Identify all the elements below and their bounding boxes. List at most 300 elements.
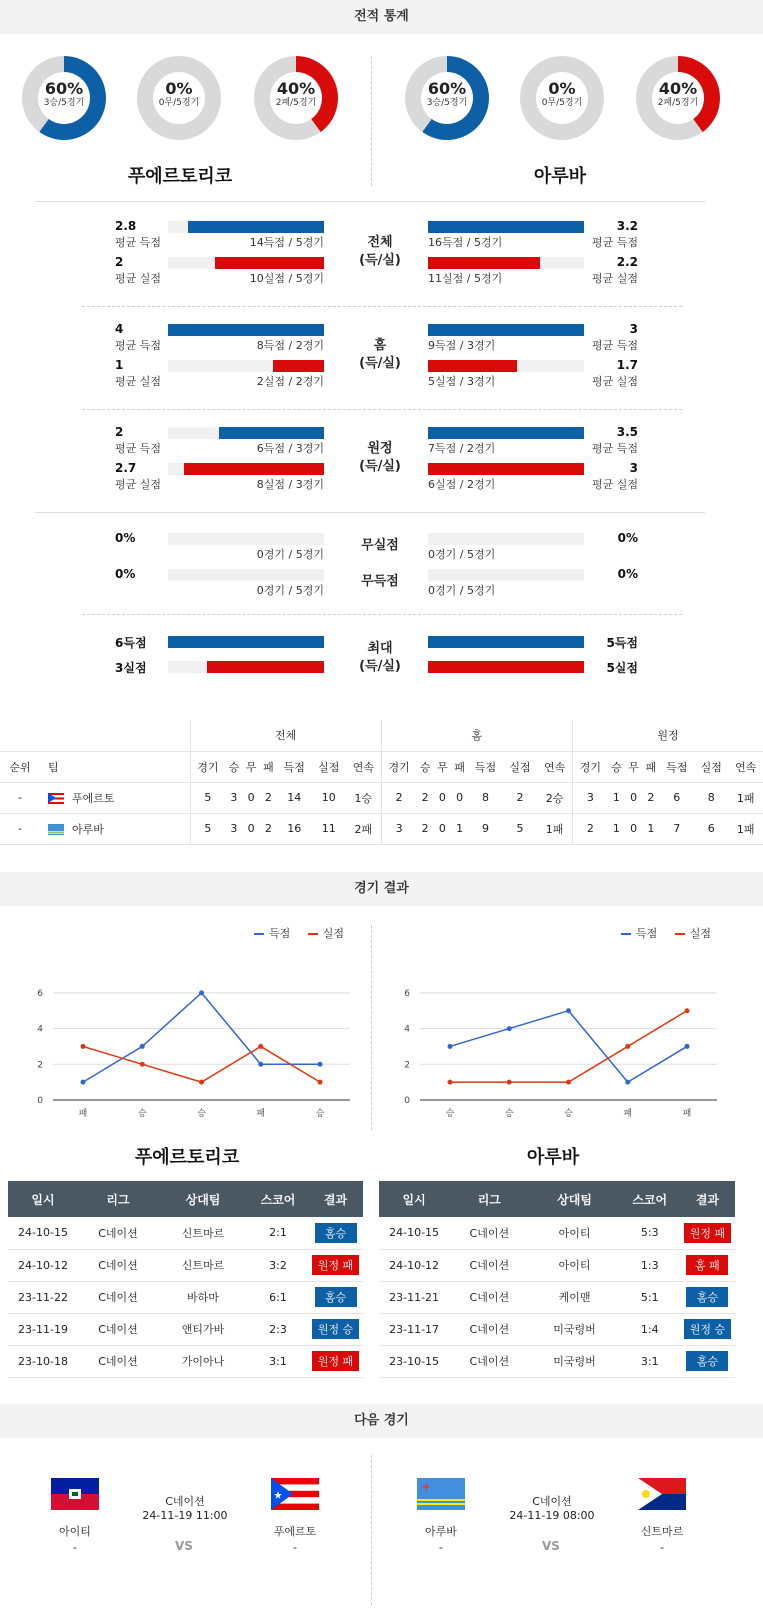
results-table-right xyxy=(379,1181,735,1378)
standings-cell: 14 xyxy=(277,782,311,813)
standings-col-header: 경기 xyxy=(573,751,608,782)
results-league: C네이션 xyxy=(78,1249,158,1281)
donut-center xyxy=(421,72,473,124)
results-col-header: 상대팀 xyxy=(529,1181,619,1217)
chart-point xyxy=(318,1062,323,1067)
standings-cell: 5 xyxy=(190,813,225,844)
right-label: 평균 득점 xyxy=(592,442,639,455)
standings-col-header: 실점 xyxy=(503,751,537,782)
results-league: C네이션 xyxy=(449,1345,529,1377)
standings-col-header: 팀 xyxy=(40,751,190,782)
group-label xyxy=(350,640,410,676)
left-stat: 0경기 / 5경기 xyxy=(256,548,324,561)
chart-y-tick: 6 xyxy=(404,988,410,999)
standings-col-header: 무 xyxy=(243,751,260,782)
legend-scored: 득점 xyxy=(254,927,290,940)
chart-x-tick: 패 xyxy=(78,1109,88,1119)
results-opp: 가이아나 xyxy=(158,1345,248,1377)
left-bar-fill xyxy=(168,324,324,336)
results-outcome xyxy=(680,1313,735,1345)
left-bar-fill xyxy=(168,636,324,648)
team-name-left: 푸에르토리코 xyxy=(127,166,233,187)
results-col-header: 결과 xyxy=(308,1181,363,1217)
puerto-rico-flag-icon xyxy=(48,793,64,804)
standings-cell: 9 xyxy=(468,813,502,844)
next-datetime: 24-11-19 08:00 xyxy=(509,1509,595,1522)
results-league: C네이션 xyxy=(449,1313,529,1345)
results-col-header: 일시 xyxy=(8,1181,78,1217)
donut-center xyxy=(652,72,704,124)
donut-percent: 40% xyxy=(276,79,316,98)
next-home-score: - xyxy=(439,1541,443,1554)
right-bar-fill xyxy=(428,360,517,372)
donut-subtext: 3승/5경기 xyxy=(43,98,85,108)
results-league: C네이션 xyxy=(449,1281,529,1313)
right-value: 3.2 xyxy=(616,219,638,233)
standings-cell: 2 xyxy=(642,782,659,813)
standings-col-header: 무 xyxy=(434,751,451,782)
left-bar-track xyxy=(168,463,324,475)
vs-label: VS xyxy=(175,1539,193,1553)
results-score: 2:3 xyxy=(248,1313,308,1345)
standings-cell: 2 xyxy=(417,813,434,844)
standings-cell: 1 xyxy=(608,813,625,844)
results-row xyxy=(379,1249,735,1281)
right-value: 2.2 xyxy=(616,255,638,269)
group-label-sub: (득/실) xyxy=(359,356,401,371)
aruba-flag-icon xyxy=(48,824,64,835)
standings-cell: 0 xyxy=(625,813,642,844)
puerto-rico-flag-icon xyxy=(271,1478,319,1510)
left-stat: 2실점 / 2경기 xyxy=(256,375,324,388)
standings-cell: 1패 xyxy=(728,813,763,844)
results-outcome xyxy=(308,1313,363,1345)
left-bar-fill xyxy=(215,257,324,269)
left-value: 1 xyxy=(115,358,124,372)
right-bar-fill xyxy=(428,463,584,475)
chart-x-tick: 패 xyxy=(256,1109,266,1119)
standings-col-header: 실점 xyxy=(312,751,346,782)
aruba-flag-icon xyxy=(417,1478,465,1510)
results-league: C네이션 xyxy=(449,1217,529,1249)
chart-point xyxy=(566,1008,571,1013)
group-label-main: 전체 xyxy=(367,235,393,250)
right-value: 0% xyxy=(617,531,638,545)
results-opp: 신트마르 xyxy=(158,1249,248,1281)
donut-subtext: 2패/5경기 xyxy=(657,98,699,108)
right-max-value: 5득점 xyxy=(606,636,638,650)
standings-cell: 2승 xyxy=(537,782,572,813)
results-row xyxy=(379,1281,735,1313)
group-label xyxy=(350,337,410,373)
right-value: 3 xyxy=(629,322,638,336)
standings-col-header: 순위 xyxy=(0,751,40,782)
group-label-main: 원정 xyxy=(367,441,393,456)
left-bar-fill xyxy=(219,427,324,439)
standings-col-header: 경기 xyxy=(190,751,225,782)
chart-legend-right xyxy=(621,925,711,941)
next-league: C네이션 xyxy=(532,1495,572,1508)
standings-row xyxy=(0,782,763,813)
chart-point xyxy=(140,1044,145,1049)
next-away-team: 푸에르토 xyxy=(273,1525,317,1538)
standings-col-header: 득점 xyxy=(277,751,311,782)
right-value: 3.5 xyxy=(616,425,638,439)
results-date: 23-10-15 xyxy=(379,1345,449,1377)
left-stat: 8실점 / 3경기 xyxy=(256,478,324,491)
donut-subtext: 0무/5경기 xyxy=(541,98,583,108)
results-row xyxy=(8,1281,363,1313)
standings-cell: 2 xyxy=(381,782,416,813)
chart-y-tick: 6 xyxy=(37,988,43,999)
donut-subtext: 0무/5경기 xyxy=(158,98,200,108)
divider xyxy=(35,201,705,202)
standings-cell: 0 xyxy=(243,782,260,813)
chart-point xyxy=(140,1062,145,1067)
standings-cell: 0 xyxy=(434,782,451,813)
donut-center xyxy=(270,72,322,124)
right-bar-track xyxy=(428,533,584,545)
chart-point xyxy=(199,990,204,995)
results-league: C네이션 xyxy=(78,1313,158,1345)
chart-point xyxy=(625,1080,630,1085)
left-value: 2 xyxy=(115,425,124,439)
divider xyxy=(35,512,705,513)
section-header-stats: 전적 통계 xyxy=(0,0,763,34)
left-max-value: 3실점 xyxy=(115,661,147,675)
results-opp: 케이맨 xyxy=(529,1281,619,1313)
standings-col-header: 패 xyxy=(642,751,659,782)
results-score: 1:3 xyxy=(620,1249,680,1281)
chart-legend-left xyxy=(254,925,344,941)
chart-y-tick: 0 xyxy=(404,1096,410,1106)
chart-point xyxy=(81,1080,86,1085)
results-league: C네이션 xyxy=(78,1217,158,1249)
chart-point xyxy=(258,1044,263,1049)
result-badge: 홈승 xyxy=(686,1351,728,1371)
zero-label: 무득점 xyxy=(361,574,399,589)
chart-point xyxy=(507,1080,512,1085)
standings-cell: 7 xyxy=(660,813,694,844)
result-badge: 원정 패 xyxy=(312,1255,359,1275)
next-home-team: 아이티 xyxy=(59,1525,91,1538)
standings-col-header: 승 xyxy=(225,751,242,782)
results-date: 23-11-19 xyxy=(8,1313,78,1345)
right-bar-track xyxy=(428,427,584,439)
results-outcome xyxy=(308,1217,363,1249)
right-stat: 6실점 / 2경기 xyxy=(428,478,496,491)
results-row xyxy=(379,1217,735,1249)
result-badge: 원정 패 xyxy=(312,1351,359,1371)
right-bar-fill xyxy=(428,324,584,336)
haiti-flag-icon xyxy=(51,1478,99,1510)
right-value: 1.7 xyxy=(616,358,638,372)
legend-conceded: 실점 xyxy=(675,927,711,940)
results-score: 5:3 xyxy=(620,1217,680,1249)
standings-team-name: 아루바 xyxy=(72,822,104,836)
chart-x-tick: 승 xyxy=(504,1109,514,1119)
standings-col-header: 득점 xyxy=(660,751,694,782)
results-row xyxy=(8,1313,363,1345)
results-col-header: 상대팀 xyxy=(158,1181,248,1217)
right-label: 평균 득점 xyxy=(592,339,639,352)
standings-cell: 3 xyxy=(225,813,242,844)
standings-col-header: 패 xyxy=(260,751,277,782)
chart-y-tick: 2 xyxy=(404,1060,410,1071)
result-badge: 홈 패 xyxy=(686,1255,728,1275)
divider xyxy=(371,1455,372,1605)
right-value: 0% xyxy=(617,567,638,581)
donut-chart xyxy=(636,56,720,140)
right-bar-track xyxy=(428,463,584,475)
standings-cell: 11 xyxy=(312,813,346,844)
results-chart-right xyxy=(395,960,725,1125)
results-date: 24-10-15 xyxy=(379,1217,449,1249)
right-stat: 16득점 / 5경기 xyxy=(428,236,503,249)
standings-cell: 0 xyxy=(243,813,260,844)
next-away-score: - xyxy=(660,1541,664,1554)
results-score: 5:1 xyxy=(620,1281,680,1313)
chart-series-line xyxy=(450,1011,687,1082)
divider xyxy=(371,925,372,1130)
right-label: 평균 실점 xyxy=(592,375,639,388)
donut-percent: 0% xyxy=(548,79,576,98)
right-stat: 0경기 / 5경기 xyxy=(428,548,496,561)
standings-team xyxy=(40,782,190,813)
left-label: 평균 득점 xyxy=(115,442,162,455)
section-header-next: 다음 경기 xyxy=(0,1404,763,1438)
results-opp: 미국령버 xyxy=(529,1345,619,1377)
left-bar-track xyxy=(168,661,324,673)
team-name-right: 아루바 xyxy=(526,1147,580,1168)
donut-subtext: 3승/5경기 xyxy=(426,98,468,108)
results-row xyxy=(379,1345,735,1377)
right-bar-track xyxy=(428,360,584,372)
group-label xyxy=(350,440,410,476)
results-outcome xyxy=(308,1281,363,1313)
right-bar-fill xyxy=(428,427,584,439)
result-badge: 홈승 xyxy=(686,1287,728,1307)
donut-percent: 60% xyxy=(427,79,467,98)
results-col-header: 리그 xyxy=(449,1181,529,1217)
standings-cell: 0 xyxy=(625,782,642,813)
right-bar-fill xyxy=(428,661,584,673)
left-stat: 14득점 / 5경기 xyxy=(249,236,324,249)
results-outcome xyxy=(680,1217,735,1249)
donut-center xyxy=(38,72,90,124)
results-outcome xyxy=(308,1345,363,1377)
donut-center xyxy=(536,72,588,124)
results-col-header: 리그 xyxy=(78,1181,158,1217)
chart-point xyxy=(199,1080,204,1085)
standings-col-header: 실점 xyxy=(694,751,728,782)
group-label-main: 최대 xyxy=(367,641,393,656)
chart-x-tick: 패 xyxy=(623,1109,633,1119)
standings-cell: 2 xyxy=(417,782,434,813)
standings-rank: - xyxy=(0,782,40,813)
results-outcome xyxy=(680,1345,735,1377)
left-bar-track xyxy=(168,636,324,648)
group-label-sub: (득/실) xyxy=(359,659,401,674)
results-row xyxy=(8,1217,363,1249)
left-bar-track xyxy=(168,221,324,233)
result-badge: 원정 패 xyxy=(684,1223,731,1243)
results-row xyxy=(8,1249,363,1281)
donut-chart xyxy=(254,56,338,140)
standings-cell: 3 xyxy=(225,782,242,813)
donut-subtext: 2패/5경기 xyxy=(275,98,317,108)
chart-x-tick: 승 xyxy=(137,1109,147,1119)
standings-cell: 0 xyxy=(434,813,451,844)
results-opp: 미국령버 xyxy=(529,1313,619,1345)
result-badge: 홈승 xyxy=(315,1287,357,1307)
group-label-sub: (득/실) xyxy=(359,253,401,268)
results-league: C네이션 xyxy=(449,1249,529,1281)
standings-row xyxy=(0,813,763,844)
results-outcome xyxy=(680,1281,735,1313)
result-badge: 원정 승 xyxy=(312,1319,359,1339)
standings-cell: 8 xyxy=(694,782,728,813)
chart-series-line xyxy=(450,1011,687,1082)
results-date: 23-10-18 xyxy=(8,1345,78,1377)
divider xyxy=(371,56,372,186)
left-value: 0% xyxy=(115,531,136,545)
chart-point xyxy=(448,1080,453,1085)
standings-group-all: 전체 xyxy=(190,720,381,751)
sint-maarten-flag-icon xyxy=(638,1478,686,1510)
standings-group-home: 홈 xyxy=(381,720,572,751)
standings-rank: - xyxy=(0,813,40,844)
left-bar-track xyxy=(168,533,324,545)
chart-series-line xyxy=(83,993,320,1082)
standings-cell: 2패 xyxy=(346,813,381,844)
left-stat: 0경기 / 5경기 xyxy=(256,584,324,597)
group-label xyxy=(350,234,410,270)
left-bar-fill xyxy=(273,360,324,372)
standings-cell: 3 xyxy=(573,782,608,813)
next-league: C네이션 xyxy=(165,1495,205,1508)
left-value: 4 xyxy=(115,322,124,336)
results-score: 3:2 xyxy=(248,1249,308,1281)
standings-cell: 2 xyxy=(573,813,608,844)
group-label-sub: (득/실) xyxy=(359,459,401,474)
standings-cell: 3 xyxy=(381,813,416,844)
results-league: C네이션 xyxy=(78,1281,158,1313)
left-max-value: 6득점 xyxy=(115,636,147,650)
left-bar-fill xyxy=(184,463,324,475)
results-col-header: 일시 xyxy=(379,1181,449,1217)
standings-team-name: 푸에르토 xyxy=(72,791,115,805)
right-label: 평균 실점 xyxy=(592,272,639,285)
standings-cell: 1승 xyxy=(346,782,381,813)
right-stat: 7득점 / 2경기 xyxy=(428,442,496,455)
standings-col-header: 연속 xyxy=(346,751,381,782)
results-outcome xyxy=(680,1249,735,1281)
chart-y-tick: 0 xyxy=(37,1096,43,1106)
chart-x-tick: 승 xyxy=(564,1109,573,1119)
results-header-row xyxy=(8,1181,363,1217)
left-label: 평균 득점 xyxy=(115,339,162,352)
donut-chart xyxy=(137,56,221,140)
standings-col-header: 패 xyxy=(451,751,468,782)
right-max-value: 5실점 xyxy=(606,661,638,675)
standings-cell: 1 xyxy=(608,782,625,813)
left-label: 평균 실점 xyxy=(115,272,162,285)
standings-col-header: 연속 xyxy=(728,751,763,782)
results-score: 3:1 xyxy=(248,1345,308,1377)
standings-col-header: 경기 xyxy=(381,751,416,782)
results-row xyxy=(379,1313,735,1345)
team-name-right: 아루바 xyxy=(533,166,587,187)
legend-conceded: 실점 xyxy=(308,927,344,940)
right-stat: 0경기 / 5경기 xyxy=(428,584,496,597)
standings-cell: 1 xyxy=(451,813,468,844)
next-home-team: 아루바 xyxy=(425,1525,457,1538)
standings-cell: 0 xyxy=(451,782,468,813)
right-stat: 11실점 / 5경기 xyxy=(428,272,503,285)
left-bar-track xyxy=(168,324,324,336)
results-date: 24-10-15 xyxy=(8,1217,78,1249)
divider xyxy=(82,306,682,307)
donut-center xyxy=(153,72,205,124)
chart-y-tick: 4 xyxy=(404,1024,410,1035)
right-label: 평균 실점 xyxy=(592,478,639,491)
team-name-left: 푸에르토리코 xyxy=(134,1147,240,1168)
chart-point xyxy=(318,1080,323,1085)
results-score: 6:1 xyxy=(248,1281,308,1313)
standings-col-header: 무 xyxy=(625,751,642,782)
chart-point xyxy=(507,1026,512,1031)
standings-cell: 10 xyxy=(312,782,346,813)
zero-label: 무실점 xyxy=(361,538,399,553)
results-date: 23-11-22 xyxy=(8,1281,78,1313)
right-bar-track xyxy=(428,324,584,336)
donut-percent: 0% xyxy=(165,79,193,98)
next-away-score: - xyxy=(293,1541,297,1554)
standings-col-header: 승 xyxy=(608,751,625,782)
donut-percent: 40% xyxy=(658,79,698,98)
left-bar-track xyxy=(168,360,324,372)
standings-cell: 1 xyxy=(642,813,659,844)
divider xyxy=(82,614,682,615)
results-date: 24-10-12 xyxy=(379,1249,449,1281)
standings-cell: 2 xyxy=(503,782,537,813)
donut-percent: 60% xyxy=(44,79,84,98)
left-label: 평균 실점 xyxy=(115,478,162,491)
legend-scored: 득점 xyxy=(621,927,657,940)
results-col-header: 스코어 xyxy=(248,1181,308,1217)
standings-col-header: 승 xyxy=(417,751,434,782)
standings-table xyxy=(0,720,763,845)
standings-cell: 6 xyxy=(694,813,728,844)
chart-point xyxy=(81,1044,86,1049)
standings-col-header: 득점 xyxy=(468,751,502,782)
chart-point xyxy=(566,1080,571,1085)
standings-cell: 1패 xyxy=(728,782,763,813)
left-label: 평균 득점 xyxy=(115,236,162,249)
results-col-header: 스코어 xyxy=(620,1181,680,1217)
chart-point xyxy=(448,1044,453,1049)
chart-x-tick: 승 xyxy=(197,1109,206,1119)
next-away-team: 신트마르 xyxy=(640,1525,684,1538)
standings-cell: 1패 xyxy=(537,813,572,844)
chart-x-tick: 승 xyxy=(445,1109,455,1119)
right-value: 3 xyxy=(629,461,638,475)
right-bar-track xyxy=(428,569,584,581)
left-label: 평균 실점 xyxy=(115,375,162,388)
right-bar-track xyxy=(428,257,584,269)
chart-x-tick: 패 xyxy=(682,1109,692,1119)
